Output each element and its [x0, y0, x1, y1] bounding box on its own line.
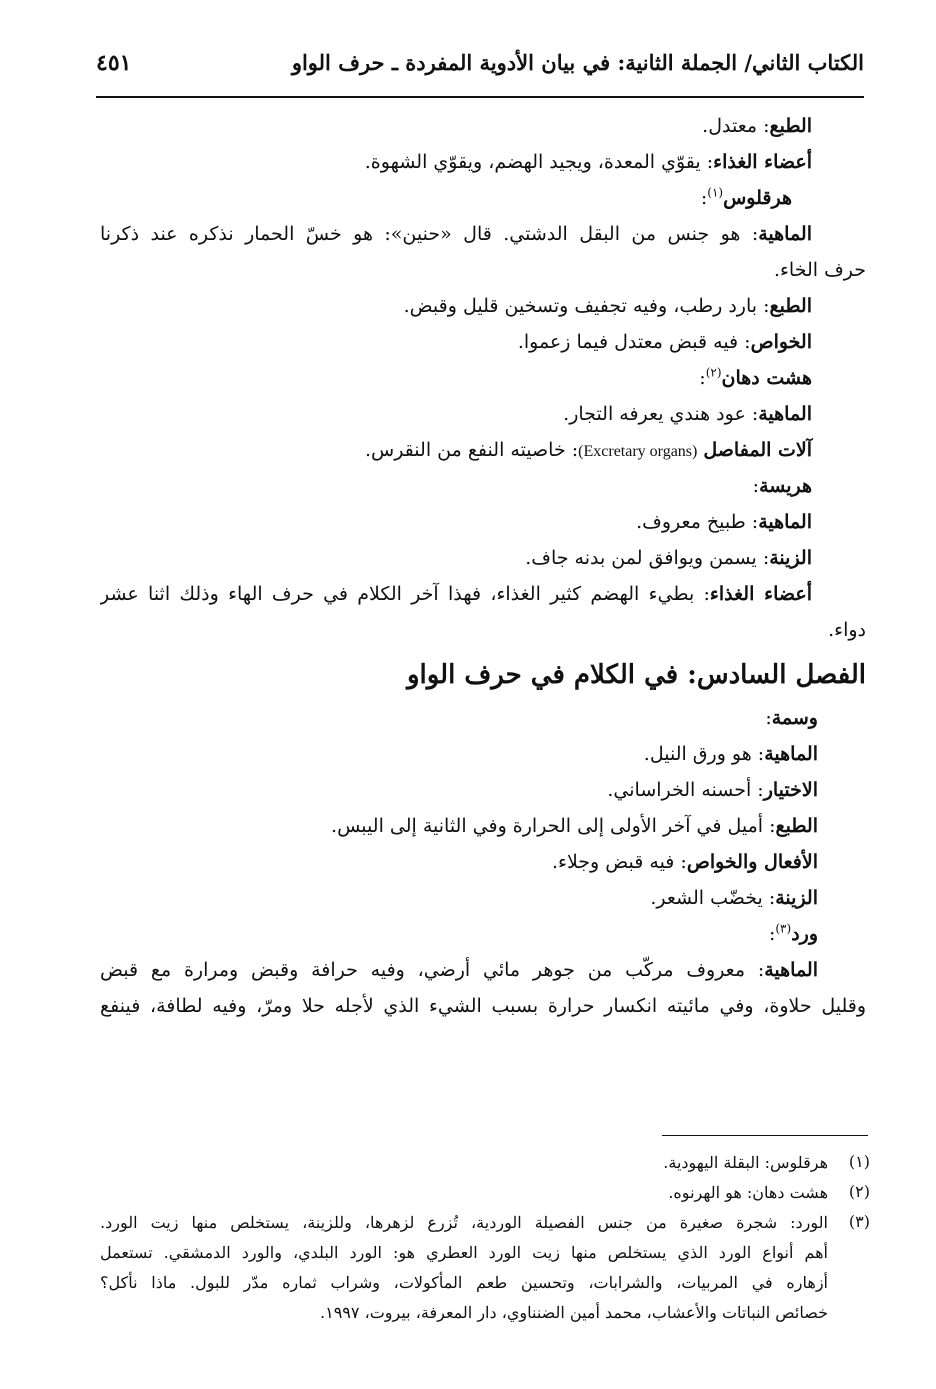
footnote-line: الورد: شجرة صغيرة من جنس الفصيلة الوردية، تُزرع لزهرها، وللزينة، يستخلص منها زيت الورد. — [100, 1213, 828, 1232]
entry-text: حرف الخاء. — [773, 259, 866, 281]
text-line — [100, 144, 866, 180]
text-line — [100, 396, 866, 432]
entry-text: : يسمن ويوافق لمن بدنه جاف. — [525, 547, 770, 569]
text-line — [100, 880, 866, 916]
footnote-separator — [662, 1135, 868, 1136]
entry-term: الماهية — [758, 223, 812, 245]
footnotes — [100, 1148, 870, 1328]
text-line — [100, 772, 866, 808]
text-line — [100, 540, 866, 576]
entry-term: أعضاء الغذاء — [709, 583, 812, 605]
entry-term: الزينة — [769, 547, 812, 569]
entry-text: : أحسنه الخراساني. — [607, 779, 764, 801]
entry-term: الزينة — [775, 887, 818, 909]
entry-text: وقليل حلاوة، وفي مائيته انكسار حرارة بسبب الشيء الذي لأجله حلا ومرّ، وفيه لطافة، فينفع — [100, 995, 866, 1017]
footnote-number: (٢) — [848, 1182, 870, 1201]
text-line — [100, 844, 866, 880]
entry-term: أعضاء الغذاء — [713, 151, 812, 173]
text-line — [100, 988, 866, 1024]
entry-text: : — [765, 707, 772, 729]
entry-term: آلات المفاصل — [703, 439, 812, 461]
text-line — [100, 252, 866, 288]
footnote-line: أهم أنواع الورد الذي يستخلص منها زيت الورد العطري هو: الورد البلدي، والورد الدمشقي. تستعمل — [100, 1243, 828, 1262]
entry-term: الماهية — [764, 743, 818, 765]
entry-heading — [100, 468, 866, 504]
footnote-number: (١) — [848, 1152, 870, 1171]
text-line — [100, 952, 866, 988]
entry-term: هشت دهان — [721, 367, 812, 389]
entry-text: : — [699, 367, 706, 389]
entry-term: هريسة — [759, 475, 812, 497]
text-line — [100, 612, 866, 648]
footnote-line: هشت دهان: هو الهرنوه. — [668, 1183, 828, 1202]
entry-text: : هو جنس من البقل الدشتي. قال «حنين»: هو خسّ الحمار نذكره عند ذكرنا — [100, 223, 759, 245]
text-line — [100, 736, 866, 772]
entry-text: : معروف مركّب من جوهر مائي أرضي، وفيه حرافة وقبض ومرارة مع قبض — [100, 959, 765, 981]
text-line — [100, 432, 866, 468]
entry-text: : عود هندي يعرفه التجار. — [563, 403, 759, 425]
entry-term: الماهية — [764, 959, 818, 981]
entry-text: : يخضّب الشعر. — [650, 887, 776, 909]
footnote-text — [100, 1148, 828, 1178]
page-header — [96, 44, 864, 98]
text-line — [100, 324, 866, 360]
footnote-line: هرقلوس: البقلة اليهودية. — [663, 1153, 828, 1172]
text-line — [100, 576, 866, 612]
entry-term: الاختيار — [763, 779, 818, 801]
running-title: الكتاب الثاني/ الجملة الثانية: في بيان الأدوية المفردة ـ حرف الواو — [291, 50, 864, 75]
entry-term: الطبع — [775, 815, 818, 837]
footnote-ref: (١) — [707, 185, 724, 200]
footnote-line: خصائص النباتات والأعشاب، محمد أمين الضنناوي، دار المعرفة، بيروت، ١٩٩٧. — [320, 1303, 828, 1322]
entry-text: : فيه قبض معتدل فيما زعموا. — [517, 331, 751, 353]
footnote-text — [100, 1208, 828, 1328]
text-line — [100, 808, 866, 844]
entry-text: : — [752, 475, 760, 497]
footnote-ref: (٢) — [705, 365, 722, 380]
entry-text: : بطيء الهضم كثير الغذاء، فهذا آخر الكلام في حرف الهاء وذلك اثنا عشر — [100, 583, 710, 605]
english-gloss: (Excretary organs) — [578, 443, 698, 460]
entry-heading — [100, 700, 866, 736]
entry-text: : يقوّي المعدة، ويجيد الهضم، ويقوّي الشهوة. — [364, 151, 714, 173]
footnote — [100, 1178, 870, 1208]
footnote — [100, 1208, 870, 1328]
main-text — [100, 108, 866, 1024]
footnote-ref: (٣) — [775, 921, 792, 936]
entry-text: : أميل في آخر الأولى إلى الحرارة وفي الثانية إلى اليبس. — [331, 815, 776, 837]
text-line — [100, 288, 866, 324]
entry-text: : — [700, 187, 708, 209]
entry-text: : بارد رطب، وفيه تجفيف وتسخين قليل وقبض. — [403, 295, 770, 317]
entry-term: الماهية — [758, 511, 812, 533]
entry-heading — [100, 360, 866, 396]
footnote-text — [100, 1178, 828, 1208]
entry-text: : فيه قبض وجلاء. — [551, 851, 687, 873]
entry-term: الخواص — [750, 331, 812, 353]
text-line — [100, 504, 866, 540]
footnote-line: أزهاره في المربيات، والشرابات، وتحسين طعم المأكولات، وشراب ثماره مدّر للبول. ماذا نأكل؟ — [100, 1273, 828, 1292]
entry-heading — [100, 180, 866, 216]
entry-term: الأفعال والخواص — [686, 851, 818, 873]
entry-text: : خاصيته النفع من النقرس. — [364, 439, 579, 461]
entry-term: هرقلوس — [723, 187, 792, 209]
entry-text: : معتدل. — [702, 115, 770, 137]
entry-term: الطبع — [769, 115, 812, 137]
entry-term: الماهية — [758, 403, 812, 425]
entry-term: ورد — [791, 923, 818, 945]
entry-text: دواء. — [828, 619, 866, 641]
entry-heading — [100, 916, 866, 952]
text-line — [100, 108, 866, 144]
text-line — [100, 216, 866, 252]
chapter-heading: الفصل السادس: في الكلام في حرف الواو — [406, 660, 866, 690]
page-number: ٤٥١ — [96, 50, 132, 76]
footnote-number: (٣) — [848, 1212, 870, 1231]
entry-text: : — [768, 923, 776, 945]
entry-text: : طبيخ معروف. — [636, 511, 759, 533]
entry-term: الطبع — [769, 295, 812, 317]
entry-text: : هو ورق النيل. — [643, 743, 765, 765]
footnote — [100, 1148, 870, 1178]
entry-term: وسمة — [771, 707, 818, 729]
